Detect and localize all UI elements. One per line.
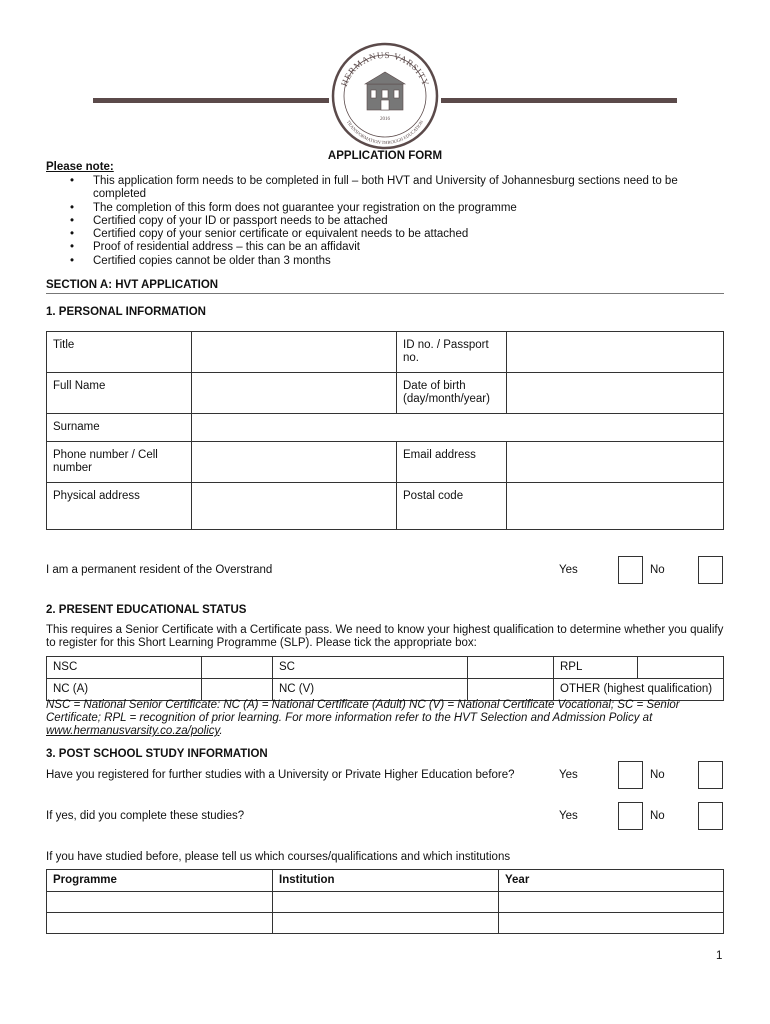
- note-item: • This application form needs to be completed in full – both HVT and University of Johannesburg sections need to be completed: [70, 175, 710, 202]
- education-table: [46, 656, 724, 701]
- phone-label: Phone number / Cell number: [47, 442, 192, 483]
- institution-cell[interactable]: [273, 892, 499, 913]
- personal-info-table: [46, 331, 724, 530]
- note-item: • Certified copy of your senior certificate or equivalent needs to be attached: [70, 228, 710, 241]
- logo-name: HERMANUS VARSITY: [338, 49, 432, 88]
- policy-link[interactable]: www.hermanusvarsity.co.za/policy: [46, 725, 220, 737]
- note-item: • Certified copy of your ID or passport needs to be attached: [70, 215, 710, 228]
- resident-no-label: No: [650, 564, 665, 576]
- resident-question: I am a permanent resident of the Overstrand: [46, 564, 273, 576]
- education-heading: 2. PRESENT EDUCATIONAL STATUS: [46, 604, 247, 616]
- other-qualification-field[interactable]: OTHER (highest qualification): [554, 679, 724, 701]
- programme-column-header: Programme: [47, 870, 273, 892]
- postal-code-label: Postal code: [397, 483, 507, 530]
- year-cell[interactable]: [499, 913, 724, 934]
- full-name-field[interactable]: [192, 373, 397, 414]
- address-field[interactable]: [192, 483, 397, 530]
- nc-v-label: NC (V): [273, 679, 468, 701]
- year-cell[interactable]: [499, 892, 724, 913]
- section-divider: [46, 293, 724, 294]
- dob-label: Date of birth (day/month/year): [397, 373, 507, 414]
- nc-v-checkbox[interactable]: [468, 679, 554, 701]
- institution-cell[interactable]: [273, 913, 499, 934]
- post-school-heading: 3. POST SCHOOL STUDY INFORMATION: [46, 748, 268, 760]
- surname-label: Surname: [47, 414, 192, 442]
- personal-info-heading: 1. PERSONAL INFORMATION: [46, 306, 206, 318]
- resident-no-checkbox[interactable]: [698, 556, 723, 584]
- title-label: Title: [47, 332, 192, 373]
- studied-before-question: If you have studied before, please tell us which courses/qualifications and which institutions: [46, 851, 511, 863]
- studies-table: [46, 869, 724, 934]
- postal-code-field[interactable]: [507, 483, 724, 530]
- note-item: • Certified copies cannot be older than 3 months: [70, 255, 710, 268]
- nc-a-checkbox[interactable]: [202, 679, 273, 701]
- completed-no-label: No: [650, 810, 665, 822]
- hermanus-varsity-logo: [331, 42, 439, 150]
- registered-no-checkbox[interactable]: [698, 761, 723, 789]
- resident-yes-checkbox[interactable]: [618, 556, 643, 584]
- please-note-heading: Please note:: [46, 161, 114, 173]
- registered-no-label: No: [650, 769, 665, 781]
- completed-no-checkbox[interactable]: [698, 802, 723, 830]
- email-label: Email address: [397, 442, 507, 483]
- completed-yes-label: Yes: [559, 810, 578, 822]
- header-bar-left: [93, 98, 329, 103]
- year-column-header: Year: [499, 870, 724, 892]
- registered-yes-checkbox[interactable]: [618, 761, 643, 789]
- email-field[interactable]: [507, 442, 724, 483]
- footnote-end: .: [219, 725, 223, 737]
- nc-a-label: NC (A): [47, 679, 202, 701]
- surname-field[interactable]: [192, 414, 724, 442]
- full-name-label: Full Name: [47, 373, 192, 414]
- programme-cell[interactable]: [47, 892, 273, 913]
- logo-tagline: TRANSFORMATION THROUGH EDUCATION: [345, 119, 425, 146]
- section-a-heading: SECTION A: HVT APPLICATION: [46, 279, 219, 291]
- id-field[interactable]: [507, 332, 724, 373]
- phone-field[interactable]: [192, 442, 397, 483]
- title-field[interactable]: [192, 332, 397, 373]
- nsc-label: NSC: [47, 657, 202, 679]
- note-item: • The completion of this form does not guarantee your registration on the programme: [70, 202, 710, 215]
- sc-checkbox[interactable]: [468, 657, 554, 679]
- address-label: Physical address: [47, 483, 192, 530]
- dob-field[interactable]: [507, 373, 724, 414]
- footnote-text: NSC = National Senior Certificate: NC (A) = National Certificate (Adult) NC (V) = National Certificate Vocational; SC = Senior Certificate; RPL = recognition of prior learning. For more information refer to the HVT Selection and Admission Policy at: [46, 699, 680, 724]
- completed-question: If yes, did you complete these studies?: [46, 810, 245, 822]
- rpl-checkbox[interactable]: [638, 657, 724, 679]
- note-item: • Proof of residential address – this can be an affidavit: [70, 241, 710, 254]
- id-label: ID no. / Passport no.: [397, 332, 507, 373]
- rpl-label: RPL: [554, 657, 638, 679]
- completed-yes-checkbox[interactable]: [618, 802, 643, 830]
- header-bar-right: [441, 98, 677, 103]
- page-number: 1: [716, 950, 723, 962]
- logo-year: 2016: [380, 117, 390, 122]
- programme-cell[interactable]: [47, 913, 273, 934]
- form-title: APPLICATION FORM: [327, 150, 443, 162]
- please-note-list: [70, 175, 710, 268]
- resident-yes-label: Yes: [559, 564, 578, 576]
- nsc-checkbox[interactable]: [202, 657, 273, 679]
- institution-column-header: Institution: [273, 870, 499, 892]
- education-footnote: [46, 699, 736, 738]
- sc-label: SC: [273, 657, 468, 679]
- education-intro: This requires a Senior Certificate with a Certificate pass. We need to know your highest qualification to determine whether you qualify to register for this Short Learning Programme (SLP). Please tick the appropriate box:: [46, 624, 724, 650]
- registered-question: Have you registered for further studies with a University or Private Higher Education before?: [46, 769, 515, 781]
- registered-yes-label: Yes: [559, 769, 578, 781]
